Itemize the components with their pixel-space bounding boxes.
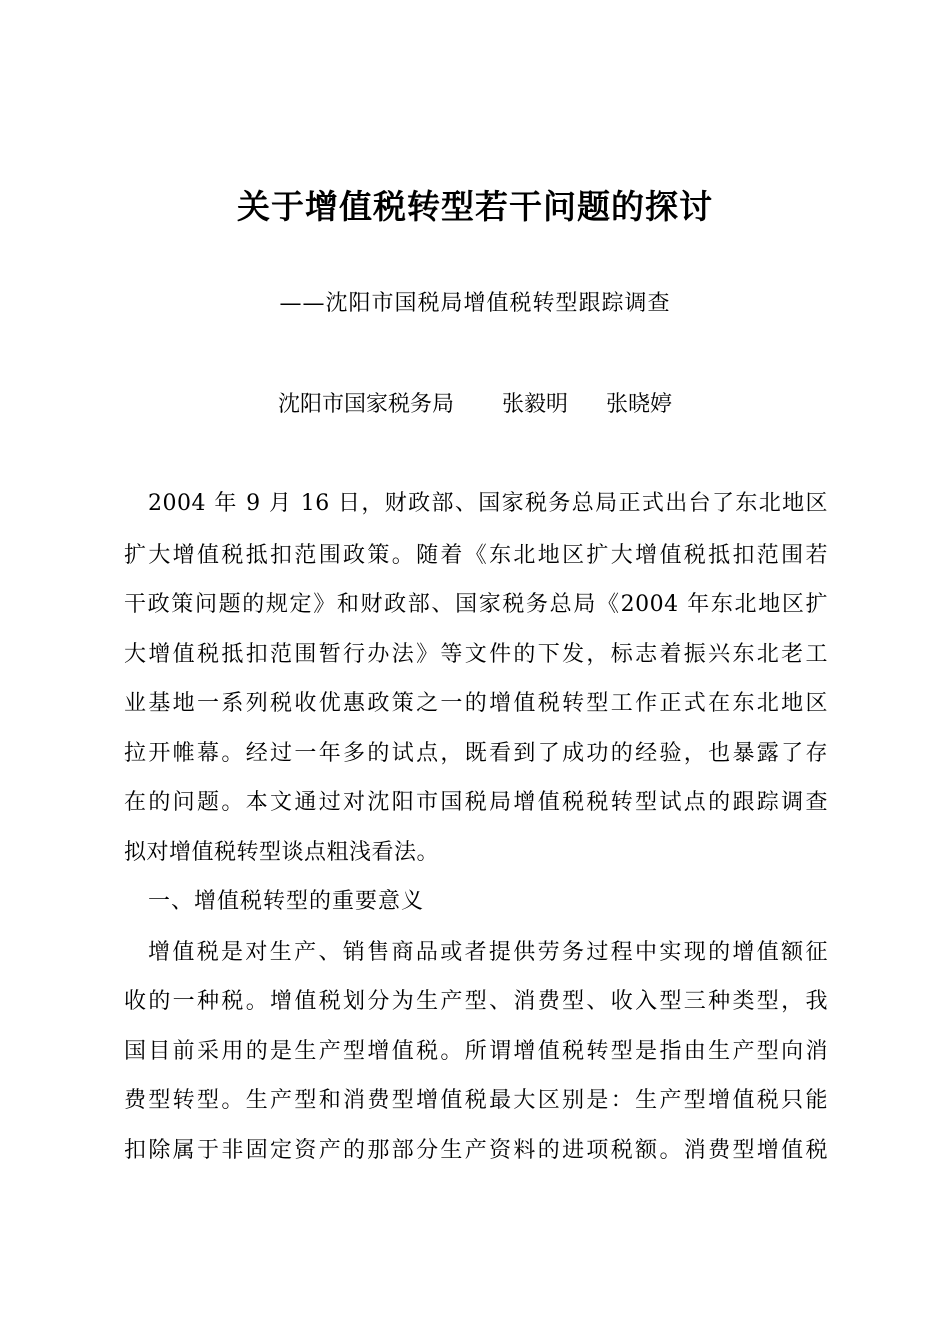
text-line: 增值税是对生产、销售商品或者提供劳务过程中实现的增值额征 <box>148 940 828 965</box>
text-line: 扩大增值税抵扣范围政策。随着《东北地区扩大增值税抵扣范围若 <box>124 543 828 568</box>
text-line: 拉开帷幕。经过一年多的试点，既看到了成功的经验，也暴露了存 <box>124 741 828 766</box>
text-line: 费型转型。生产型和消费型增值税最大区别是：生产型增值税只能 <box>124 1088 828 1113</box>
author-line <box>0 387 950 423</box>
text-line: 业基地一系列税收优惠政策之一的增值税转型工作正式在东北地区 <box>124 691 828 716</box>
section-heading: 一、增值税转型的重要意义 <box>148 889 425 914</box>
author-name-2: 张晓婷 <box>606 392 673 417</box>
author-organization: 沈阳市国家税务局 <box>277 392 454 417</box>
text-line: 收的一种税。增值税划分为生产型、消费型、收入型三种类型，我 <box>124 989 828 1014</box>
text-line: 国目前采用的是生产型增值税。所谓增值税转型是指由生产型向消 <box>124 1039 828 1064</box>
text-line: 拟对增值税转型谈点粗浅看法。 <box>124 840 440 865</box>
text-line: 在的问题。本文通过对沈阳市国税局增值税税转型试点的跟踪调查 <box>124 790 828 815</box>
text-line: 扣除属于非固定资产的那部分生产资料的进项税额。消费型增值税 <box>124 1138 828 1163</box>
document-title: 关于增值税转型若干问题的探讨 <box>237 187 713 226</box>
text-line: 干政策问题的规定》和财政部、国家税务总局《2004 年东北地区扩 <box>124 592 828 617</box>
document-subtitle: ——沈阳市国税局增值税转型跟踪调查 <box>279 291 671 316</box>
text-line: 大增值税抵扣范围暂行办法》等文件的下发，标志着振兴东北老工 <box>124 642 828 667</box>
author-name-1: 张毅明 <box>501 392 568 417</box>
text-line: 2004 年 9 月 16 日，财政部、国家税务总局正式出台了东北地区 <box>148 491 828 516</box>
